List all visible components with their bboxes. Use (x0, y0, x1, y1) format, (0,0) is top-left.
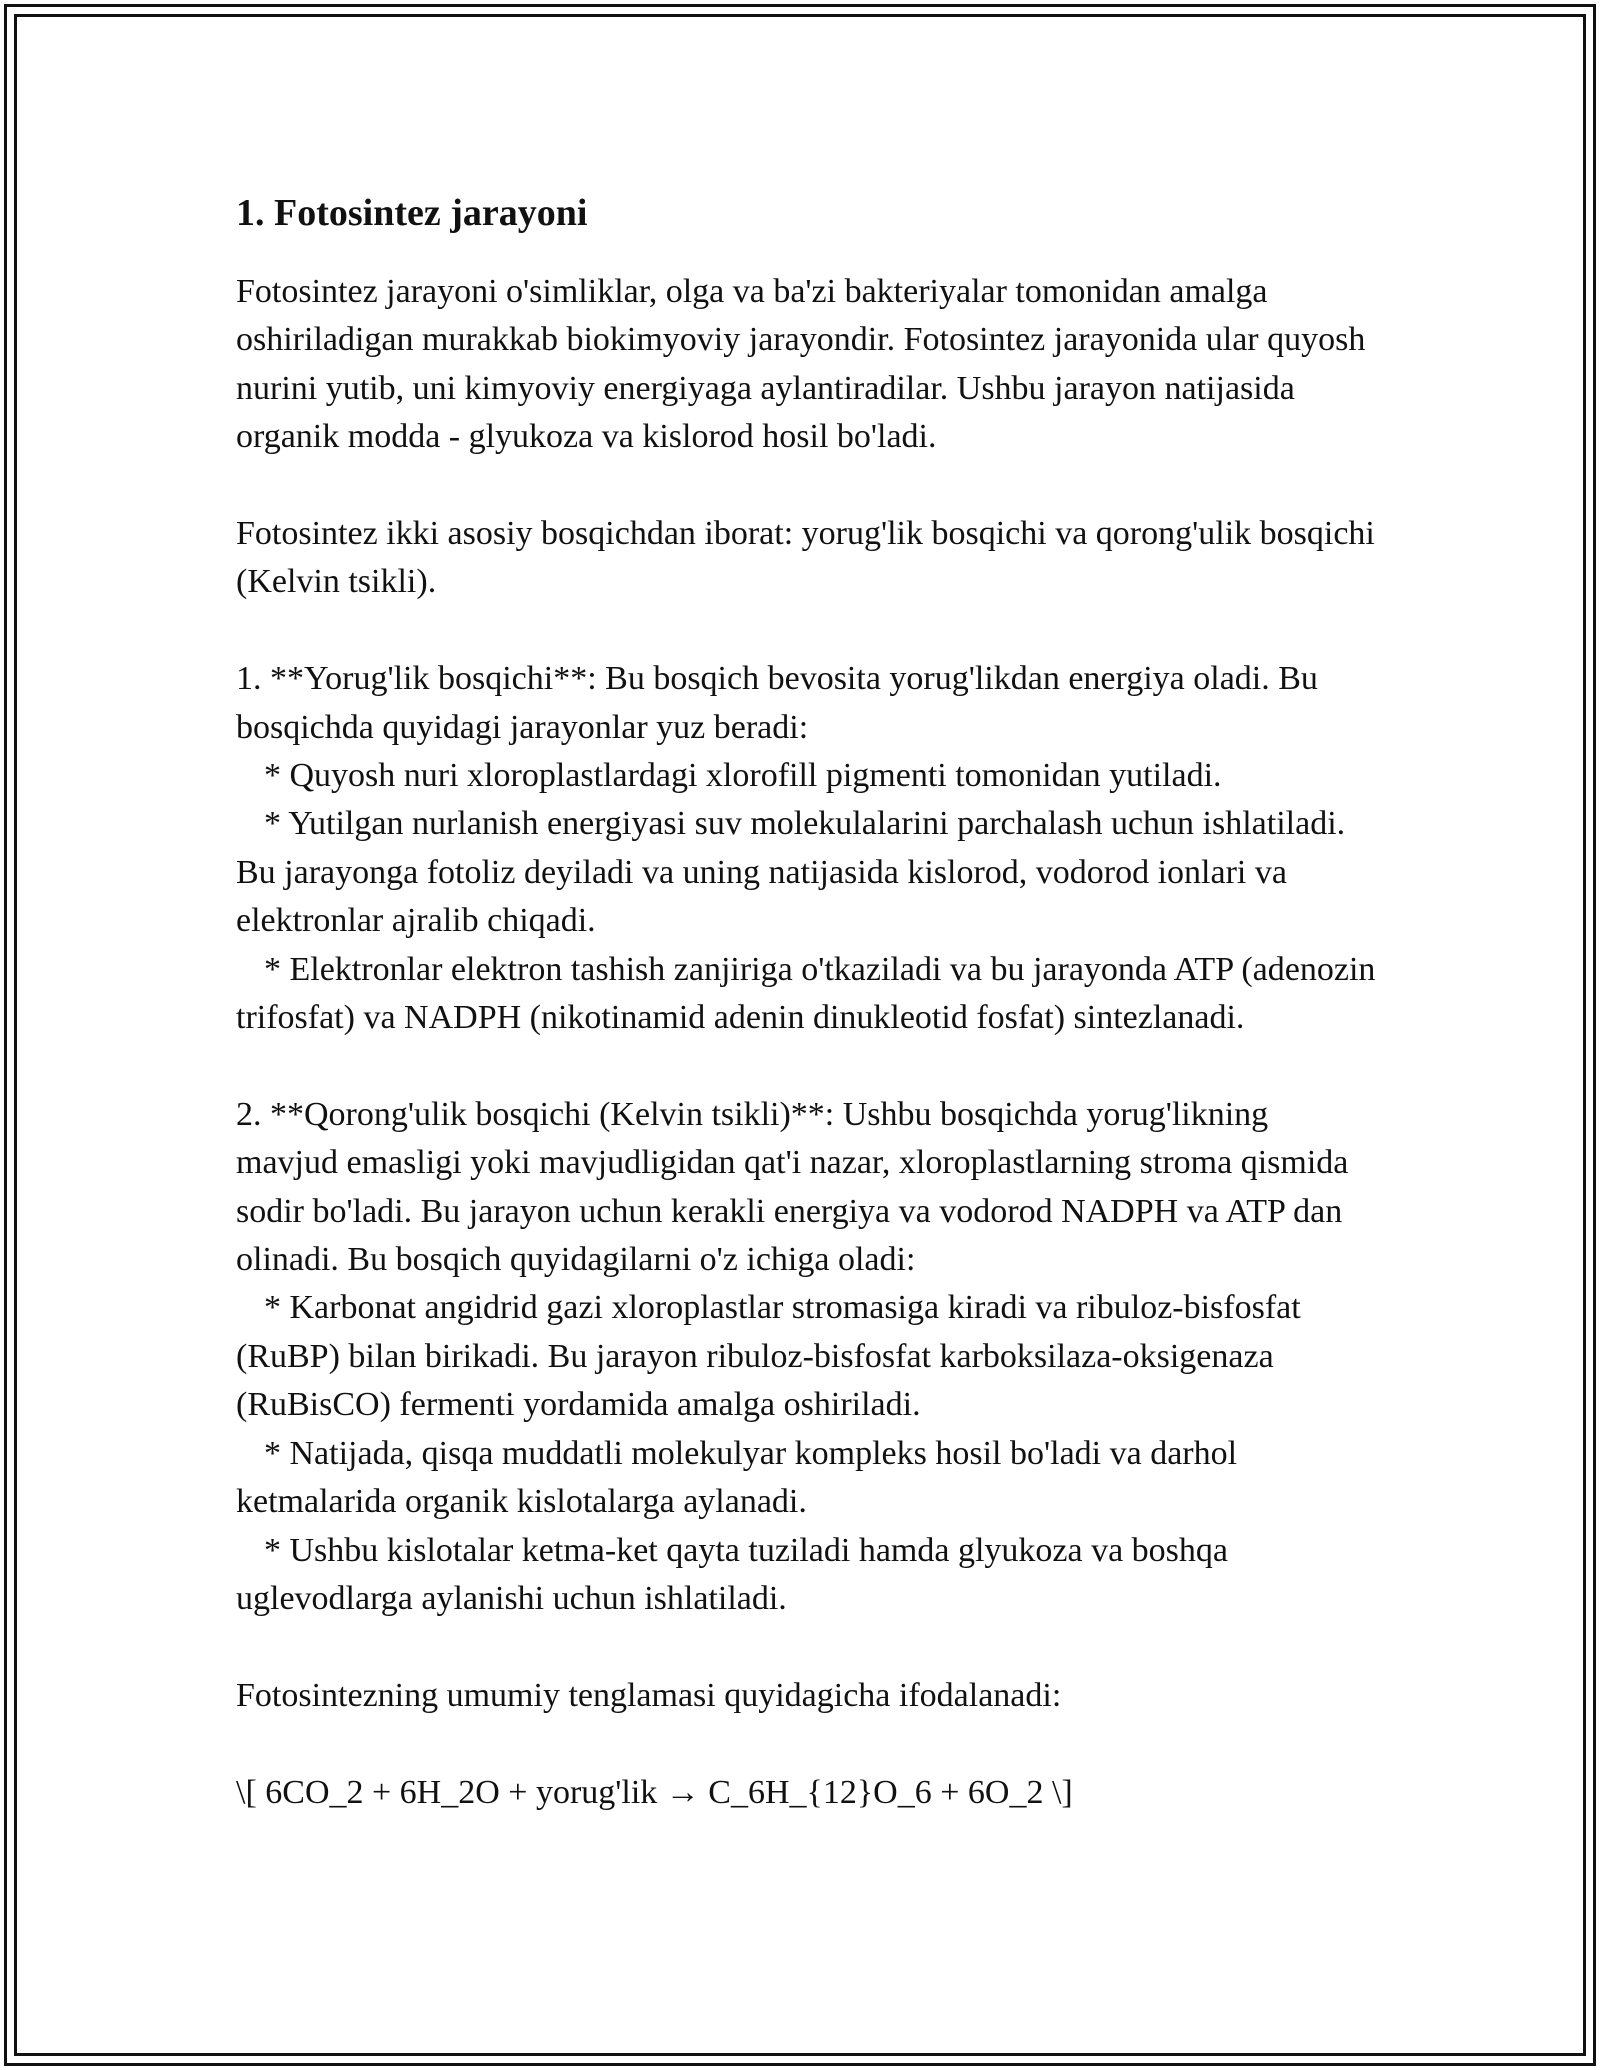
paragraph-gap (236, 1720, 1376, 1768)
paragraph-gap (236, 1042, 1376, 1090)
equation-intro: Fotosintezning umumiy tenglamasi quyidagicha ifodalanadi: (236, 1676, 1062, 1714)
document-body (236, 186, 1376, 1817)
paragraph-gap (236, 607, 1376, 655)
stage2-bullet-text: * Ushbu kislotalar ketma-ket qayta tuziladi hamda glyukoza va boshqa uglevodlarga aylanishi uchun ishlatiladi. (236, 1531, 1229, 1617)
document-title: 1. Fotosintez jarayoni (236, 192, 588, 234)
stage2-heading: 2. **Qorong'ulik bosqichi (Kelvin tsikli)**: Ushbu bosqichda yorug'likning mavjud emasligi yoki mavjudligidan qat'i nazar, xloroplastlarning stroma qismida sodir bo'ladi. Bu jarayon uchun kerakli energiya va vodorod NADPH va ATP dan olinadi. Bu bosqich quyidagilarni o'z ichiga oladi: (236, 1095, 1349, 1279)
paragraph-gap (236, 1623, 1376, 1671)
stage1-bullet-text: * Yutilgan nurlanish energiyasi suv molekulalarini parchalash uchun ishlatiladi. Bu jarayonga fotoliz deyiladi va uning natijasida kislorod, vodorod ionlari va elektronlar ajralib chiqadi. (236, 805, 1346, 940)
stage1-heading: 1. **Yorug'lik bosqichi**: Bu bosqich bevosita yorug'likdan energiya oladi. Bu bosqichda quyidagi jarayonlar yuz beradi: (236, 660, 1318, 746)
stage2-bullet-text: * Karbonat angidrid gazi xloroplastlar stromasiga kiradi va ribuloz-bisfosfat (RuBP) bilan birikadi. Bu jarayon ribuloz-bisfosfat karboksilaza-oksigenaza (RuBisCO) fermenti yordamida amalga oshiriladi. (236, 1289, 1301, 1424)
stage2-bullet (236, 1284, 1376, 1429)
bullet-indent (236, 1289, 264, 1326)
stages-intro-paragraph: Fotosintez ikki asosiy bosqichdan iborat: yorug'lik bosqichi va qorong'ulik bosqichi (Kelvin tsikli). (236, 515, 1375, 601)
stage1-bullet-text: * Elektronlar elektron tashish zanjiriga o'tkaziladi va bu jarayonda ATP (adenozin trifosfat) va NADPH (nikotinamid adenin dinukleotid fosfat) sintezlanadi. (236, 950, 1376, 1037)
stage1-bullet (236, 946, 1376, 1043)
stage1-bullet-text: * Quyosh nuri xloroplastlardagi xlorofill pigmenti tomonidan yutiladi. (264, 757, 1222, 795)
stage2-bullet-text: * Natijada, qisqa muddatli molekulyar kompleks hosil bo'ladi va darhol ketmalarida organik kislotalarga aylanadi. (236, 1434, 1238, 1521)
bullet-indent (236, 805, 264, 842)
bullet-indent (236, 757, 264, 794)
bullet-indent (236, 1435, 264, 1472)
stage2-bullet (236, 1430, 1376, 1527)
intro-paragraph: Fotosintez jarayoni o'simliklar, olga va ba'zi bakteriyalar tomonidan amalga oshiriladigan murakkab biokimyoviy jarayondir. Fotosintez jarayonida ular quyosh nurini yutib, uni kimyoviy energiyaga aylantiradilar. Ushbu jarayon natijasida organik modda - glyukoza va kislorod hosil bo'ladi. (236, 273, 1366, 456)
paragraph-gap (236, 462, 1376, 510)
equation: \[ 6CO_2 + 6H_2O + yorug'lik → C_6H_{12}O_6 + 6O_2 \] (236, 1773, 1073, 1811)
stage2-bullet (236, 1527, 1376, 1624)
bullet-indent (236, 1532, 264, 1569)
stage1-bullet (236, 752, 1376, 800)
bullet-indent (236, 951, 264, 988)
stage1-bullet (236, 800, 1376, 945)
